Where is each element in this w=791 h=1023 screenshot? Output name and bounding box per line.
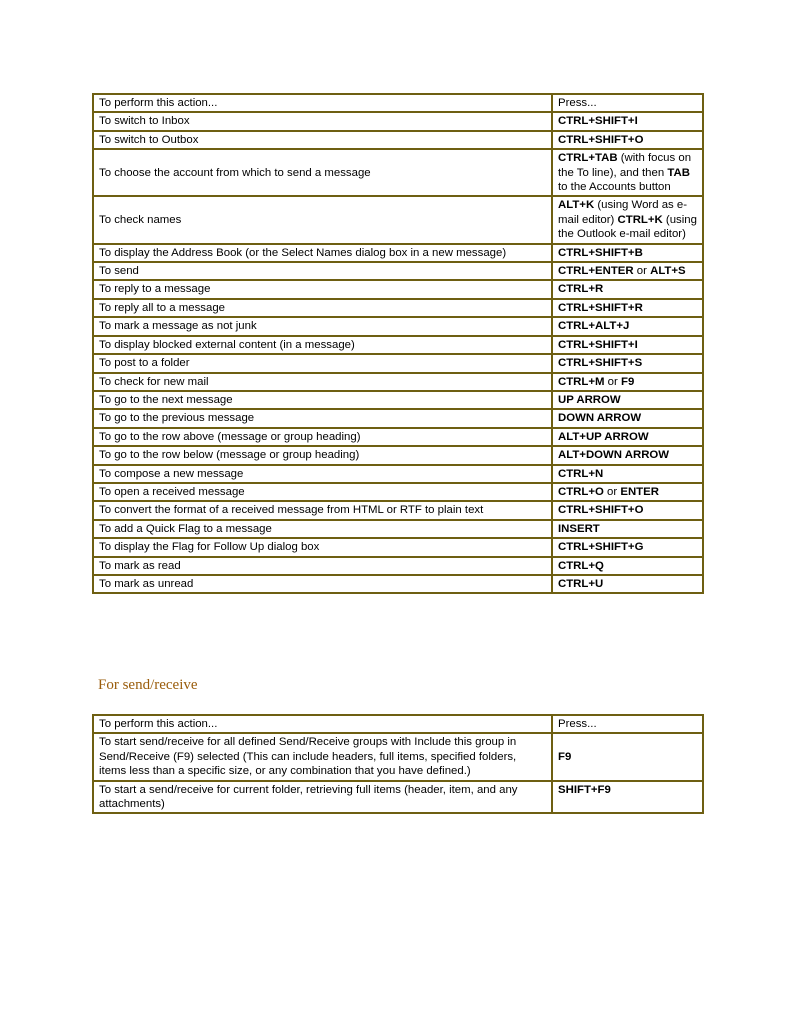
shortcut-key: CTRL+U [558, 577, 604, 590]
shortcut-cell [552, 733, 703, 780]
table-row [93, 317, 703, 335]
shortcut-cell [552, 575, 703, 593]
action-cell: To go to the row below (message or group heading) [93, 446, 552, 464]
action-cell: To mark as read [93, 557, 552, 575]
table-row [93, 354, 703, 372]
table-row [93, 262, 703, 280]
shortcut-key: CTRL+Q [558, 559, 604, 572]
section-heading-send-receive: For send/receive [98, 677, 198, 693]
action-cell: To reply to a message [93, 280, 552, 298]
shortcut-key: CTRL+SHIFT+R [558, 301, 643, 314]
shortcut-cell [552, 465, 703, 483]
shortcut-key: F9 [620, 375, 635, 388]
shortcut-key: CTRL+SHIFT+I [558, 338, 638, 351]
table-row [93, 520, 703, 538]
shortcut-key: CTRL+SHIFT+B [558, 246, 643, 259]
action-cell: To switch to Outbox [93, 131, 552, 149]
table-row [93, 538, 703, 556]
shortcut-cell [552, 520, 703, 538]
action-cell: To send [93, 262, 552, 280]
action-cell: To choose the account from which to send a message [93, 149, 552, 196]
shortcut-note: or [604, 375, 621, 388]
table-row [93, 501, 703, 519]
shortcut-key: CTRL+ALT+J [558, 320, 630, 333]
shortcut-cell [552, 557, 703, 575]
shortcut-note: or [633, 265, 651, 278]
shortcut-key: SHIFT+F9 [558, 783, 611, 796]
shortcut-key: TAB [667, 166, 690, 179]
shortcut-cell [552, 781, 703, 814]
table-row [93, 465, 703, 483]
action-cell: To mark a message as not junk [93, 317, 552, 335]
shortcut-key: CTRL+SHIFT+I [558, 115, 638, 128]
shortcut-key: CTRL+K [617, 213, 663, 226]
table-row [93, 557, 703, 575]
shortcut-cell [552, 280, 703, 298]
shortcut-cell [552, 409, 703, 427]
shortcut-note: (using the Outlook e-mail editor) [558, 213, 697, 241]
shortcut-table-main-body [93, 94, 703, 593]
shortcut-cell [552, 391, 703, 409]
shortcut-cell [552, 262, 703, 280]
shortcut-key: UP ARROW [558, 393, 621, 406]
action-cell: To check for new mail [93, 373, 552, 391]
shortcut-key: ALT+UP ARROW [558, 430, 649, 443]
table-row [93, 483, 703, 501]
action-cell: To display the Address Book (or the Select Names dialog box in a new message) [93, 244, 552, 262]
action-cell: To display the Flag for Follow Up dialog box [93, 538, 552, 556]
table-row [93, 336, 703, 354]
shortcut-cell [552, 299, 703, 317]
action-cell: To go to the previous message [93, 409, 552, 427]
shortcut-key: DOWN ARROW [558, 412, 642, 425]
action-cell: To start a send/receive for current folder, retrieving full items (header, item, and any attachments) [93, 781, 552, 814]
table-row [93, 131, 703, 149]
action-cell: To convert the format of a received message from HTML or RTF to plain text [93, 501, 552, 519]
header-action-cell: To perform this action... [93, 715, 552, 733]
action-cell: To post to a folder [93, 354, 552, 372]
shortcut-key: CTRL+SHIFT+S [558, 357, 643, 370]
shortcut-key: F9 [558, 750, 572, 763]
action-cell: To add a Quick Flag to a message [93, 520, 552, 538]
shortcut-cell [552, 244, 703, 262]
table-header-row [93, 715, 703, 733]
shortcut-table-main [92, 93, 704, 594]
shortcut-note: (with focus on the To line), and then [558, 152, 692, 179]
shortcut-key: CTRL+N [558, 467, 604, 480]
shortcut-key: ALT+DOWN ARROW [558, 449, 670, 462]
header-press-cell: Press... [552, 715, 703, 733]
table-row [93, 446, 703, 464]
shortcut-key: CTRL+TAB [558, 152, 618, 165]
shortcut-cell [552, 317, 703, 335]
shortcut-cell [552, 428, 703, 446]
table-row [93, 409, 703, 427]
shortcut-cell [552, 196, 703, 243]
shortcut-key: CTRL+R [558, 283, 604, 296]
shortcut-key: ALT+S [650, 265, 686, 278]
action-cell: To reply all to a message [93, 299, 552, 317]
shortcut-cell [552, 149, 703, 196]
table-row [93, 391, 703, 409]
action-cell: To switch to Inbox [93, 112, 552, 130]
action-cell: To go to the next message [93, 391, 552, 409]
shortcut-cell [552, 112, 703, 130]
shortcut-key: CTRL+SHIFT+O [558, 133, 644, 146]
table-row [93, 280, 703, 298]
shortcut-key: ALT+K [558, 199, 595, 212]
shortcut-cell [552, 373, 703, 391]
shortcut-cell [552, 446, 703, 464]
table-row [93, 149, 703, 196]
table-row [93, 196, 703, 243]
shortcut-cell [552, 483, 703, 501]
action-cell: To display blocked external content (in a message) [93, 336, 552, 354]
shortcut-key: CTRL+M [558, 375, 605, 388]
shortcut-key: INSERT [558, 522, 600, 535]
shortcut-cell [552, 501, 703, 519]
shortcut-note: (using Word as e-mail editor) [558, 199, 688, 226]
shortcut-key: CTRL+ENTER [558, 265, 634, 278]
shortcut-key: CTRL+SHIFT+G [558, 541, 644, 554]
table-row [93, 373, 703, 391]
shortcut-cell [552, 538, 703, 556]
shortcut-key: CTRL+O [558, 485, 604, 498]
action-cell: To compose a new message [93, 465, 552, 483]
shortcut-table-send-receive-body [93, 715, 703, 813]
header-action-cell: To perform this action... [93, 94, 552, 112]
shortcut-note: or [603, 485, 621, 498]
action-cell: To mark as unread [93, 575, 552, 593]
shortcut-cell [552, 354, 703, 372]
table-row [93, 781, 703, 814]
shortcut-key: CTRL+SHIFT+O [558, 504, 644, 517]
table-row [93, 575, 703, 593]
action-cell: To check names [93, 196, 552, 243]
action-cell: To start send/receive for all defined Send/Receive groups with Include this group in Send/Receive (F9) selected (This can include headers, full items, specified folders, items less than a specific size, or any combination that you have defined.) [93, 733, 552, 780]
action-cell: To go to the row above (message or group heading) [93, 428, 552, 446]
shortcut-key: ENTER [620, 485, 659, 498]
table-row [93, 299, 703, 317]
table-header-row [93, 94, 703, 112]
shortcut-cell [552, 131, 703, 149]
table-row [93, 428, 703, 446]
shortcut-table-send-receive [92, 714, 704, 814]
table-row [93, 112, 703, 130]
header-press-cell: Press... [552, 94, 703, 112]
shortcut-cell [552, 336, 703, 354]
action-cell: To open a received message [93, 483, 552, 501]
table-row [93, 244, 703, 262]
table-row [93, 733, 703, 780]
shortcut-note: to the Accounts button [558, 181, 671, 194]
